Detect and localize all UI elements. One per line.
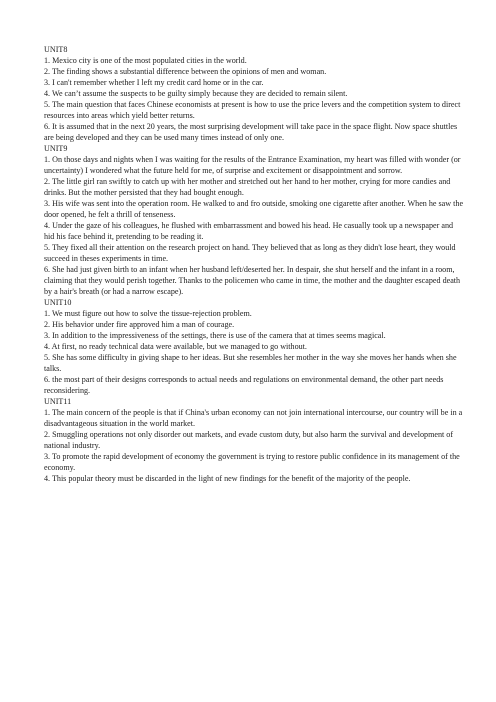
unit-heading: UNIT8 (44, 45, 68, 54)
sentence-item: 1. The main concern of the people is that if China's urban economy can not join international intercourse, our country will be in a disadvantageous situation in the world market. (44, 408, 463, 428)
sentence-item: 3. To promote the rapid development of economy the government is trying to restore public confidence in its management of the economy. (44, 452, 460, 472)
unit-heading: UNIT9 (44, 144, 68, 153)
unit-section-9 (44, 143, 464, 297)
sentence-item: 2. The finding shows a substantial difference between the opinions of men and woman. (44, 67, 327, 76)
unit-heading: UNIT10 (44, 298, 72, 307)
sentence-item: 2. His behavior under fire approved him a man of courage. (44, 320, 235, 329)
sentence-item: 4. At first, no ready technical data were available, but we managed to go without. (44, 342, 307, 351)
sentence-item: 5. The main question that faces Chinese economists at present is how to use the price levers and the competition system to direct resources into areas which yield better returns. (44, 100, 461, 120)
sentence-item: 3. I can't remember whether I left my credit card home or in the car. (44, 78, 264, 87)
document-body (44, 44, 464, 484)
unit-section-8 (44, 44, 464, 143)
sentence-item: 1. On those days and nights when I was waiting for the results of the Entrance Examination, my heart was filled with wonder (or uncertainty) I wondered what the future held for me, of surprise and excitement or disappointment and sorrow. (44, 155, 461, 175)
sentence-item: 3. In addition to the impressiveness of the settings, there is use of the camera that at times seems magical. (44, 331, 386, 340)
sentence-item: 6. the most part of their designs corresponds to actual needs and regulations on environmental demand, the other part needs reconsidering. (44, 375, 444, 395)
sentence-item: 5. They fixed all their attention on the research project on hand. They believed that as long as they didn't lose heart, they would succeed in theses experiments in time. (44, 243, 456, 263)
sentence-item: 1. Mexico city is one of the most populated cities in the world. (44, 56, 247, 65)
sentence-item: 5. She has some difficulty in giving shape to her ideas. But she resembles her mother in the way she moves her hands when she talks. (44, 353, 457, 373)
unit-section-11 (44, 396, 464, 484)
sentence-item: 4. We can’t assume the suspects to be guilty simply because they are decided to remain silent. (44, 89, 348, 98)
unit-section-10 (44, 297, 464, 396)
sentence-item: 1. We must figure out how to solve the tissue-rejection problem. (44, 309, 252, 318)
sentence-item: 2. The little girl ran swiftly to catch up with her mother and stretched out her hand to her mother, crying for more candies and drinks. But the mother persisted that they had bought enough. (44, 177, 451, 197)
sentence-item: 4. This popular theory must be discarded in the light of new findings for the benefit of the majority of the people. (44, 474, 411, 483)
sentence-item: 2. Smuggling operations not only disorder out markets, and evade custom duty, but also harm the survival and development of national industry. (44, 430, 454, 450)
sentence-item: 6. It is assumed that in the next 20 years, the most surprising development will take pace in the space flight. Now space shuttles are being developed and they can be used many times instead of only one. (44, 122, 458, 142)
sentence-item: 4. Under the gaze of his colleagues, he flushed with embarrassment and bowed his head. He casually took up a newspaper and hid his face behind it, pretending to be reading it. (44, 221, 454, 241)
unit-heading: UNIT11 (44, 397, 72, 406)
sentence-item: 6. She had just given birth to an infant when her husband left/deserted her. In despair, she shut herself and the infant in a room, claiming that they would perish together. Thanks to the policemen who came in time, the mother and the daughter escaped death by a hair's breath (or had a narrow escape). (44, 265, 461, 296)
sentence-item: 3. His wife was sent into the operation room. He walked to and fro outside, smoking one cigarette after another. When he saw the door opened, he felt a thrill of tenseness. (44, 199, 464, 219)
